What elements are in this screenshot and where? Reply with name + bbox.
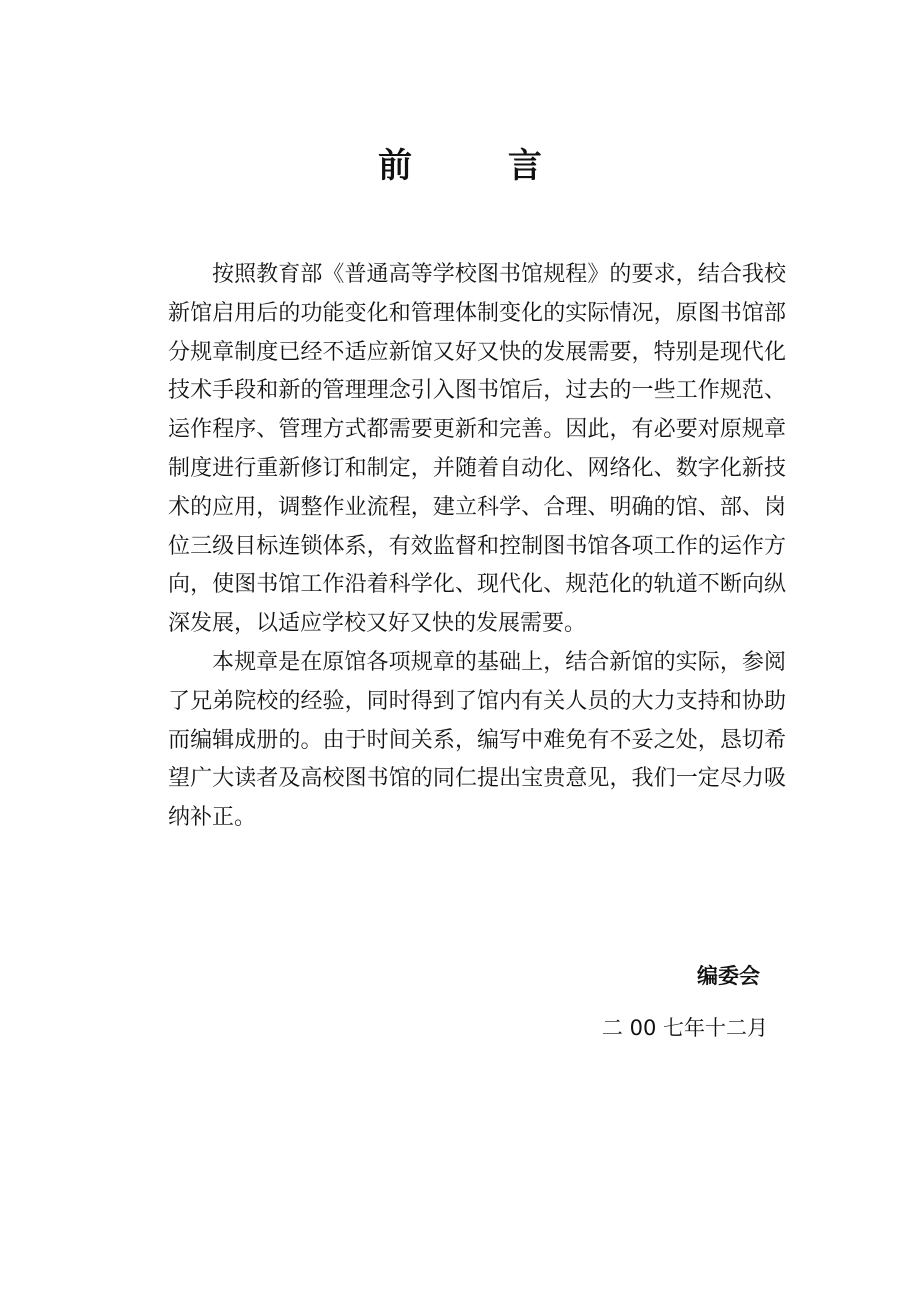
- paragraph-1: 按照教育部《普通高等学校图书馆规程》的要求，结合我校新馆启用后的功能变化和管理体制变化的实际情况，原图书馆部分规章制度已经不适应新馆又好又快的发展需要，特别是现代化技术手段和新的管理理念引入图书馆后，过去的一些工作规范、运作程序、管理方式都需要更新和完善。因此，有必要对原规章制度进行重新修订和制定，并随着自动化、网络化、数字化新技术的应用，调整作业流程，建立科学、合理、明确的馆、部、岗位三级目标连锁体系，有效监督和控制图书馆各项工作的运作方向，使图书馆工作沿着科学化、现代化、规范化的轨道不断向纵深发展，以适应学校又好又快的发展需要。: [168, 262, 786, 637]
- signature: 编委会: [697, 964, 760, 988]
- page-title: 前 言: [378, 146, 584, 186]
- paragraph-2: 本规章是在原馆各项规章的基础上，结合新馆的实际，参阅了兄弟院校的经验，同时得到了馆内有关人员的大力支持和协助而编辑成册的。由于时间关系，编写中难免有不妥之处，恳切希望广大读者及高校图书馆的同仁提出宝贵意见，我们一定尽力吸纳补正。: [168, 649, 786, 831]
- preface-body: [168, 256, 786, 838]
- date-line: 二 00 七年十二月: [601, 1016, 768, 1040]
